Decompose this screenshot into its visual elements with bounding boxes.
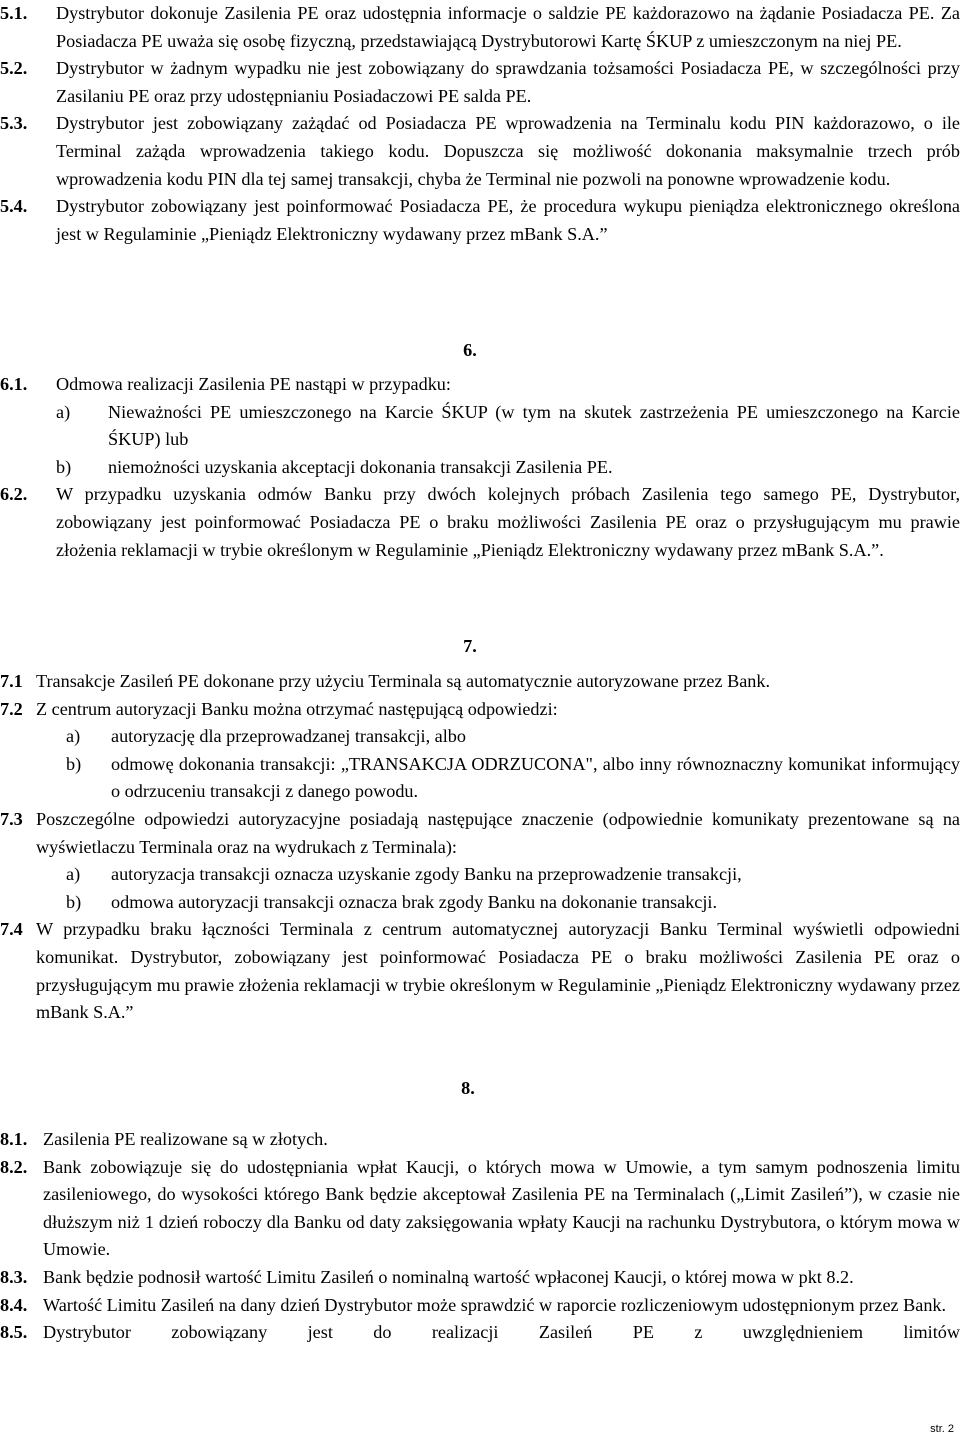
paragraph-text: Wartość Limitu Zasileń na dany dzień Dystrybutor może sprawdzić w raporcie rozliczeniowym udostępnionym przez Bank. <box>43 1294 947 1315</box>
paragraph-number: 8.1. <box>0 1129 28 1149</box>
paragraph-5-3 <box>0 110 960 193</box>
paragraph-text: W przypadku uzyskania odmów Banku przy dwóch kolejnych próbach Zasilenia tego samego PE, Dystrybutor, zobowiązany jest poinformować Posiadacza PE o braku możliwości Zasilenia PE oraz o przysługującym mu prawie złożenia reklamacji w trybie określonym w Regulaminie „Pieniądz Elektroniczny wydawany przez mBank S.A.”. <box>56 484 960 560</box>
paragraph-text: Bank będzie podnosił wartość Limitu Zasileń o nominalną wartość wpłaconej Kaucji, o której mowa w pkt 8.2. <box>43 1266 854 1287</box>
paragraph-5-1 <box>0 0 960 55</box>
paragraph-number: 8.4. <box>0 1294 28 1315</box>
section-7 <box>0 668 960 1027</box>
list-item-text: autoryzację dla przeprowadzanej transakcji, albo <box>111 726 466 747</box>
paragraph-text: Dystrybutor w żadnym wypadku nie jest zobowiązany do sprawdzania tożsamości Posiadacza PE, w szczególności przy Zasilaniu PE oraz przy udostępnianiu Posiadaczowi PE salda PE. <box>56 58 960 106</box>
paragraph-text: Dystrybutor zobowiązany jest do realizacji Zasileń PE z uwzględnieniem limitów <box>43 1322 960 1343</box>
paragraph-8-3 <box>0 1264 960 1292</box>
section-6 <box>0 371 960 564</box>
paragraph-number: 5.1. <box>0 3 28 23</box>
paragraph-text: Dystrybutor zobowiązany jest poinformować Posiadacza PE, że procedura wykupu pieniądza elektronicznego określona jest w Regulaminie „Pieniądz Elektroniczny wydawany przez mBank S.A.” <box>56 196 960 244</box>
list-item <box>66 889 960 917</box>
paragraph-number: 7.1 <box>0 671 23 691</box>
list-item <box>66 751 960 806</box>
paragraph-7-1 <box>0 668 960 696</box>
list-item <box>66 723 960 751</box>
paragraph-8-5 <box>0 1319 960 1347</box>
paragraph-7-4 <box>0 916 960 1026</box>
paragraph-7-2 <box>0 696 960 724</box>
paragraph-5-4 <box>0 193 960 248</box>
paragraph-number: 7.3 <box>0 808 23 829</box>
list-item-text: niemożności uzyskania akceptacji dokonania transakcji Zasilenia PE. <box>108 456 613 477</box>
list-item <box>56 399 960 454</box>
paragraph-6-1 <box>0 371 960 399</box>
section-heading-7: 7. <box>463 636 477 656</box>
paragraph-text: Bank zobowiązuje się do udostępniania wpłat Kaucji, o których mowa w Umowie, a tym samym podnoszenia limitu zasileniowego, do wysokości którego Bank będzie akceptował Zasilenia PE na Terminalach („Limit Zasileń”), w czasie nie dłuższym niż 1 dzień roboczy dla Banku od daty zaksięgowania wpłaty Kaucji na rachunku Dystrybutora, o którym mowa w Umowie. <box>43 1156 960 1260</box>
list-item-label: b) <box>66 753 82 774</box>
section-heading-8: 8. <box>461 1078 475 1098</box>
paragraph-number: 5.4. <box>0 196 28 217</box>
paragraph-text: Poszczególne odpowiedzi autoryzacyjne posiadają następujące znaczenie (odpowiednie komunikaty prezentowane są na wyświetlaczu Terminala oraz na wydrukach z Terminala): <box>36 808 960 857</box>
section-5 <box>0 0 960 248</box>
list-item-text: autoryzacja transakcji oznacza uzyskanie zgody Banku na przeprowadzenie transakcji, <box>111 864 742 885</box>
list-item-text: odmowa autoryzacji transakcji oznacza brak zgody Banku na dokonanie transakcji. <box>111 891 718 912</box>
paragraph-5-2 <box>0 55 960 110</box>
list-item-label: b) <box>66 891 82 912</box>
paragraph-number: 8.3. <box>0 1266 28 1287</box>
paragraph-number: 5.3. <box>0 113 28 134</box>
paragraph-text: Odmowa realizacji Zasilenia PE nastąpi w przypadku: <box>56 374 451 394</box>
paragraph-number: 6.2. <box>0 484 28 505</box>
paragraph-6-2 <box>0 481 960 564</box>
list-item-text: odmowę dokonania transakcji: „TRANSAKCJA ODRZUCONA", albo inny równoznaczny komunikat informujący o odrzuceniu transakcji z danego powodu. <box>111 753 960 802</box>
list-item <box>66 861 960 889</box>
section-8 <box>0 1126 960 1347</box>
list-item-text: Nieważności PE umieszczonego na Karcie ŚKUP (w tym na skutek zastrzeżenia PE umieszczonego na Karcie ŚKUP) lub <box>108 401 960 450</box>
paragraph-text: W przypadku braku łączności Terminala z centrum automatycznej autoryzacji Banku Terminal wyświetli odpowiedni komunikat. Dystrybutor, zobowiązany jest poinformować Posiadacza PE o braku możliwości Zasilenia PE oraz o przysługującym mu prawie złożenia reklamacji w trybie określonym w Regulaminie „Pieniądz Elektroniczny wydawany przez mBank S.A.” <box>36 919 960 1023</box>
page-number: str. 2 <box>930 1423 954 1435</box>
paragraph-8-2 <box>0 1154 960 1264</box>
list-item-label: a) <box>66 864 81 885</box>
paragraph-number: 7.2 <box>0 698 23 719</box>
paragraph-8-1 <box>0 1126 960 1154</box>
paragraph-text: Z centrum autoryzacji Banku można otrzymać następującą odpowiedzi: <box>36 698 558 719</box>
paragraph-8-4 <box>0 1292 960 1320</box>
list-item <box>56 454 960 482</box>
paragraph-text: Dystrybutor jest zobowiązany zażądać od Posiadacza PE wprowadzenia na Terminalu kodu PIN każdorazowo, o ile Terminal zażąda wprowadzenia takiego kodu. Dopuszcza się możliwość dokonania maksymalnie trzech prób wprowadzenia kodu PIN dla tej samej transakcji, chyba że Terminal nie pozwoli na ponowne wprowadzenie kodu. <box>56 113 960 189</box>
paragraph-text: Transakcje Zasileń PE dokonane przy użyciu Terminala są automatycznie autoryzowane przez Bank. <box>36 671 771 691</box>
paragraph-number: 5.2. <box>0 58 28 79</box>
paragraph-number: 6.1. <box>0 374 28 394</box>
paragraph-number: 7.4 <box>0 919 23 940</box>
list-item-label: a) <box>56 401 71 422</box>
paragraph-text: Zasilenia PE realizowane są w złotych. <box>43 1129 328 1149</box>
list-item-label: b) <box>56 456 72 477</box>
list-item-label: a) <box>66 726 81 747</box>
paragraph-7-3 <box>0 806 960 861</box>
paragraph-number: 8.5. <box>0 1322 28 1343</box>
section-heading-6: 6. <box>463 340 477 360</box>
paragraph-number: 8.2. <box>0 1156 28 1177</box>
paragraph-text: Dystrybutor dokonuje Zasilenia PE oraz udostępnia informacje o saldzie PE każdorazowo na żądanie Posiadacza PE. Za Posiadacza PE uważa się osobę fizyczną, przedstawiającą Dystrybutorowi Kartę ŚKUP z umieszczonym na niej PE. <box>56 3 960 51</box>
